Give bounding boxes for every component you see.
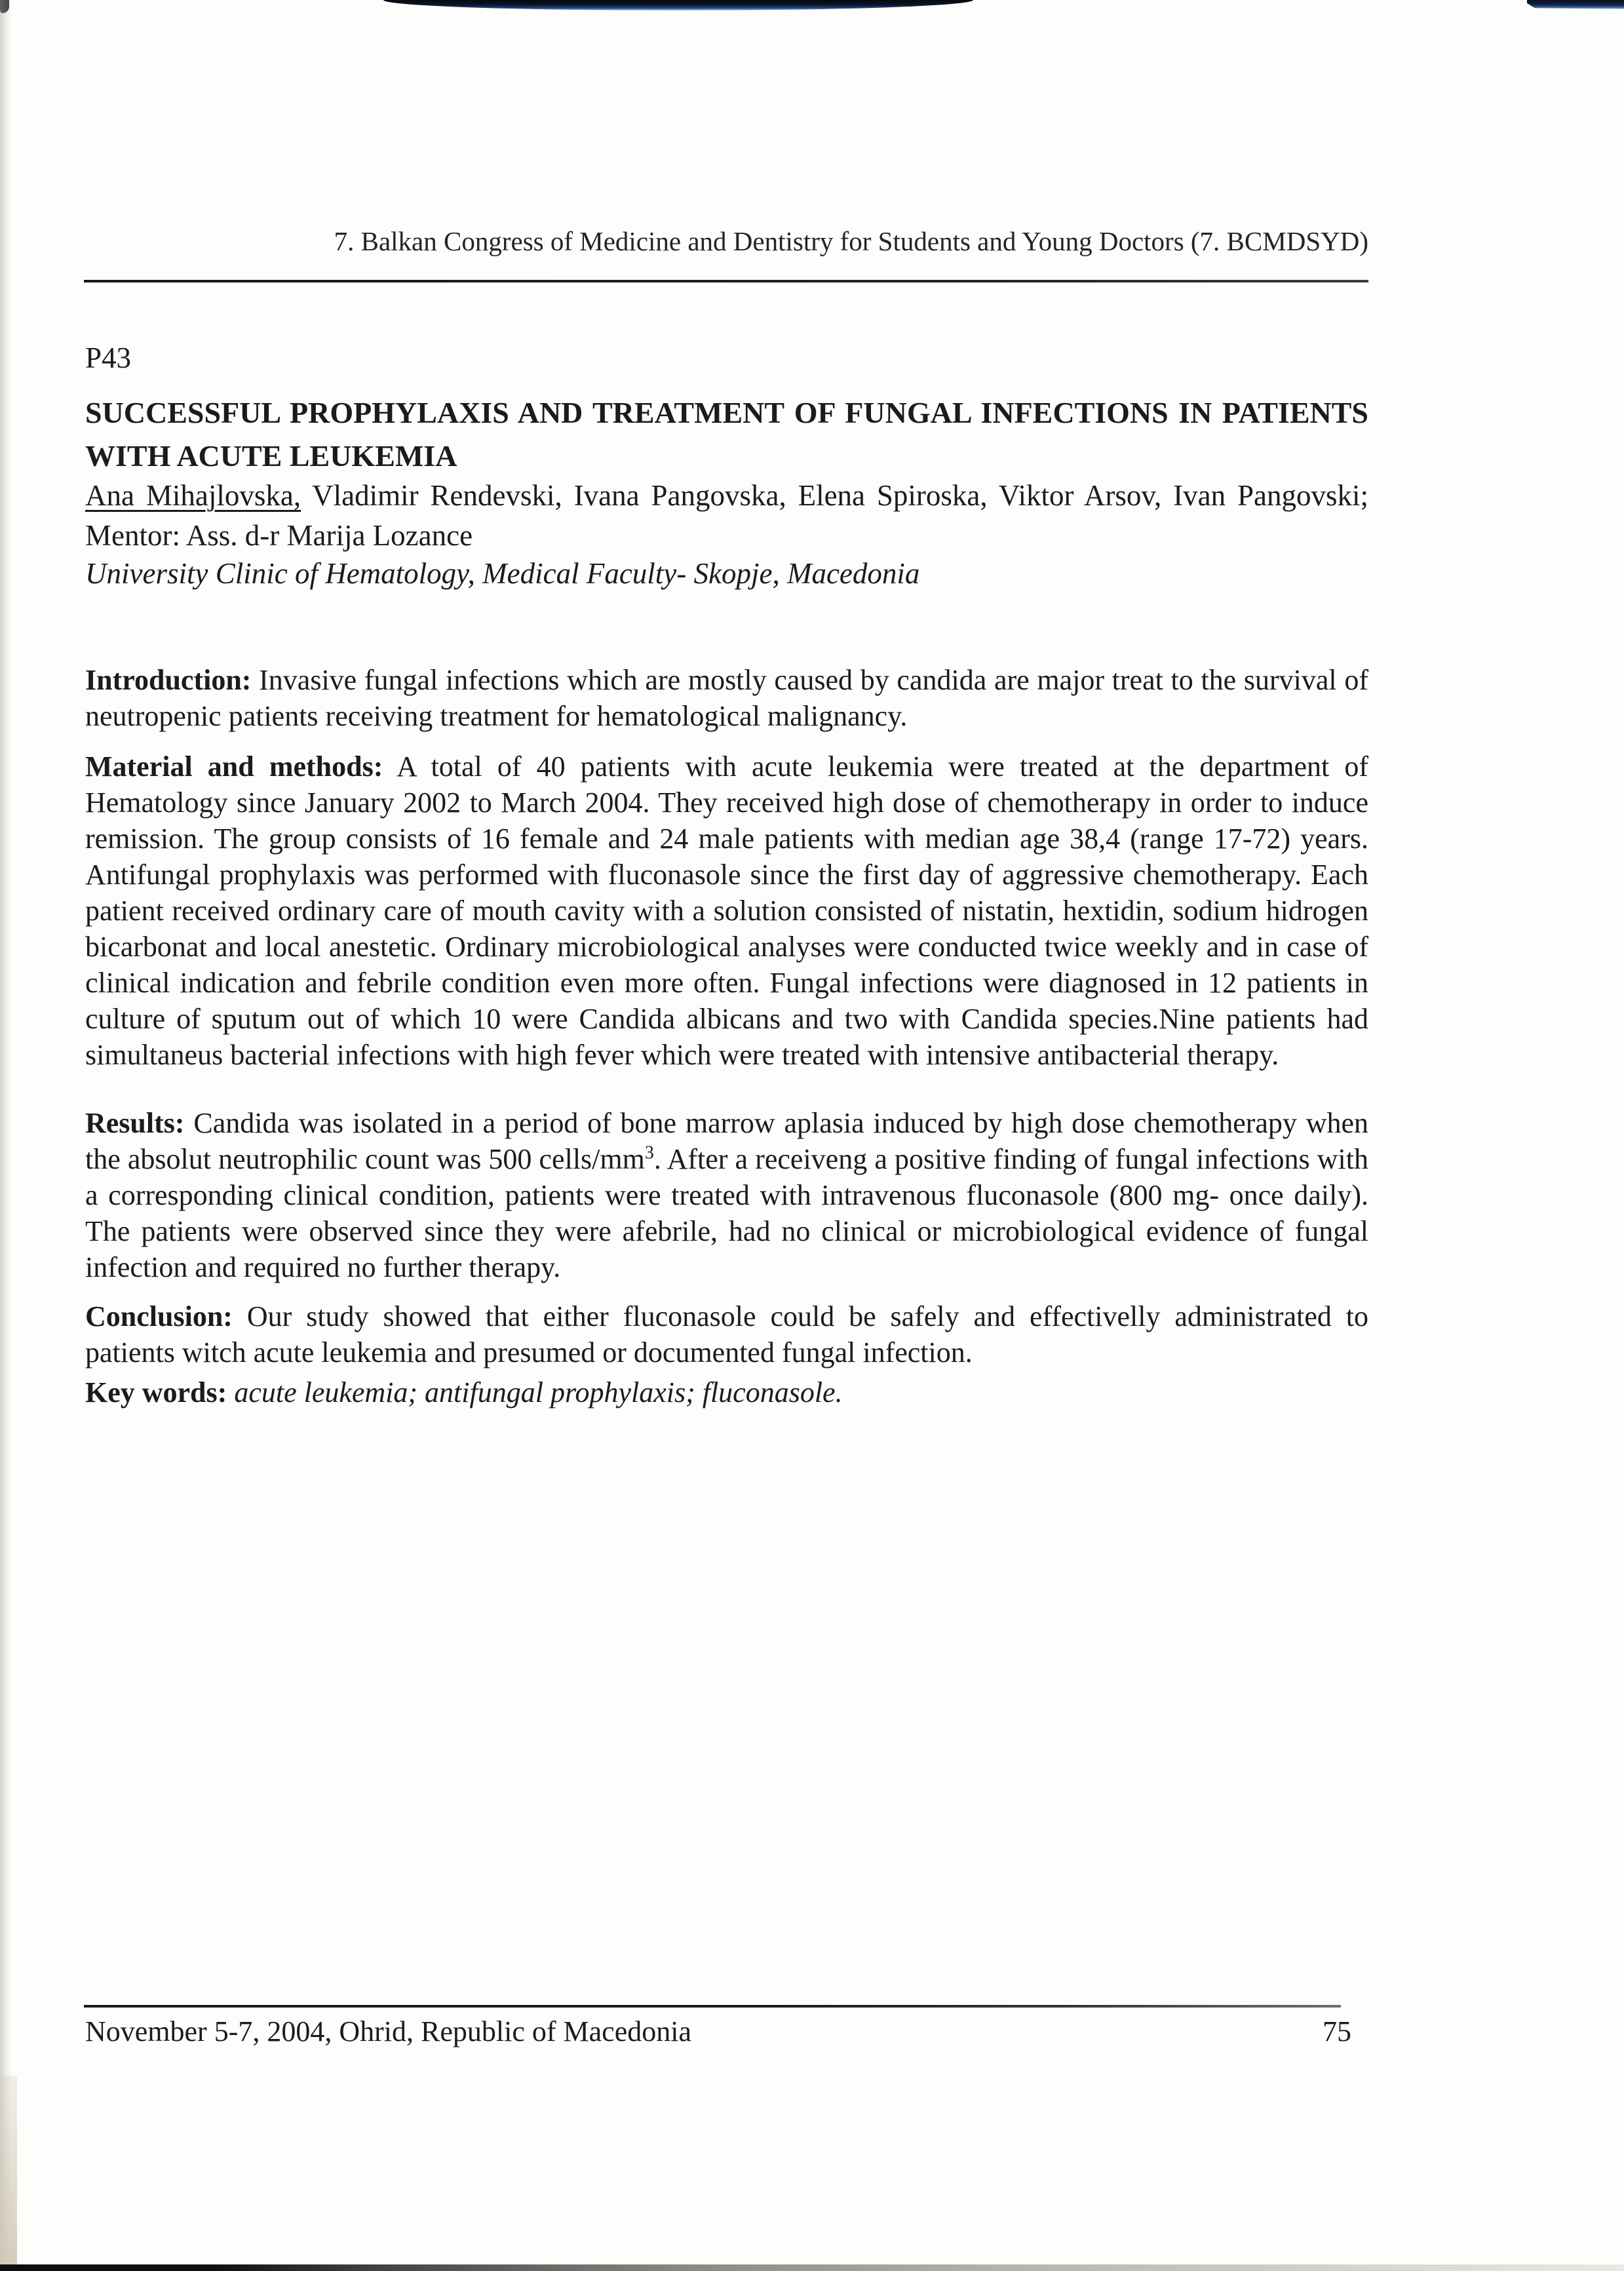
authors-line: [85, 476, 1368, 556]
abstract-title: SUCCESSFUL PROPHYLAXIS AND TREATMENT OF FUNGAL INFECTIONS IN PATIENTS WITH ACUTE LEUKEMIA: [85, 396, 1368, 473]
running-header: 7. Balkan Congress of Medicine and Dentistry for Students and Young Doctors (7. BCMDSYD): [334, 226, 1368, 256]
introduction-text: Invasive fungal infections which are mostly caused by candida are major treat to the survival of neutropenic patients receiving treatment for hematological malignancy.: [85, 664, 1368, 732]
conclusion-label: Conclusion:: [85, 1300, 233, 1332]
section-conclusion: [85, 1298, 1368, 1370]
abstract-id: P43: [85, 341, 132, 374]
scan-edge-left-strip: [0, 0, 12, 2271]
footer-event-info: November 5-7, 2004, Ohrid, Republic of Macedonia: [85, 2015, 691, 2048]
page-footer: [85, 2015, 1351, 2048]
section-results: [85, 1105, 1368, 1285]
section-material-methods: [85, 748, 1368, 1073]
conclusion-text: Our study showed that either fluconasole could be safely and effectivelly administrated to patients witch acute leukemia and presumed or documented fungal infection.: [85, 1300, 1368, 1368]
affiliation: University Clinic of Hematology, Medical Faculty- Skopje, Macedonia: [85, 557, 920, 590]
keywords-label: Key words:: [85, 1376, 227, 1408]
scan-artifact-top-right-band: [1527, 0, 1624, 9]
introduction-label: Introduction:: [85, 664, 252, 696]
scan-edge-left-lower-strip: [0, 2076, 17, 2266]
header-rule: [84, 280, 1368, 282]
footer-rule: [84, 2005, 1341, 2008]
footer-page-number: 75: [1323, 2015, 1351, 2048]
section-keywords: [85, 1374, 1368, 1410]
material-methods-label: Material and methods:: [85, 750, 383, 783]
scan-artifact-top-band: [383, 0, 973, 10]
results-text-after-sup: . After a receiveng a positive finding of fungal infections with a corresponding clinical condition, patients were treated with intravenous fluconasole (800 mg- once daily). The patients were observed since they were afebrile, had no clinical or microbiological evidence of fungal infection and required no further therapy.: [85, 1143, 1368, 1283]
results-text-before-sup: Candida was isolated in a period of bone marrow aplasia induced by high dose chemotherapy when the absolut neutrophilic count was 500 cells/mm: [85, 1107, 1368, 1175]
co-authors: Vladimir Rendevski, Ivana Pangovska, Elena Spiroska, Viktor Arsov, Ivan Pangovski; Mentor: Ass. d-r Marija Lozance: [85, 479, 1368, 552]
material-methods-text: A total of 40 patients with acute leukemia were treated at the department of Hematology since January 2002 to March 2004. They received high dose of chemotherapy in order to induce remission. The group consists of 16 female and 24 male patients with median age 38,4 (range 17-72) years. Antifungal prophylaxis was performed with fluconasole since the first day of aggressive chemotherapy. Each patient received ordinary care of mouth cavity with a solution consisted of nistatin, hextidin, sodium hidrogen bicarbonat and local anestetic. Ordinary microbiological analyses were conducted twice weekly and in case of clinical indication and febrile condition even more often. Fungal infections were diagnosed in 12 patients in culture of sputum out of which 10 were Candida albicans and two with Candida species.Nine patients had simultaneus bacterial infections with high fever which were treated with intensive antibacterial therapy.: [85, 750, 1368, 1071]
scan-artifact-bottom-band: [0, 2264, 1624, 2271]
results-label: Results:: [85, 1107, 185, 1139]
results-superscript: 3: [644, 1142, 654, 1163]
section-introduction: [85, 662, 1368, 734]
first-author-underlined: Ana Mihajlovska,: [85, 479, 301, 512]
keywords-text: acute leukemia; antifungal prophylaxis; fluconasole.: [227, 1376, 843, 1408]
